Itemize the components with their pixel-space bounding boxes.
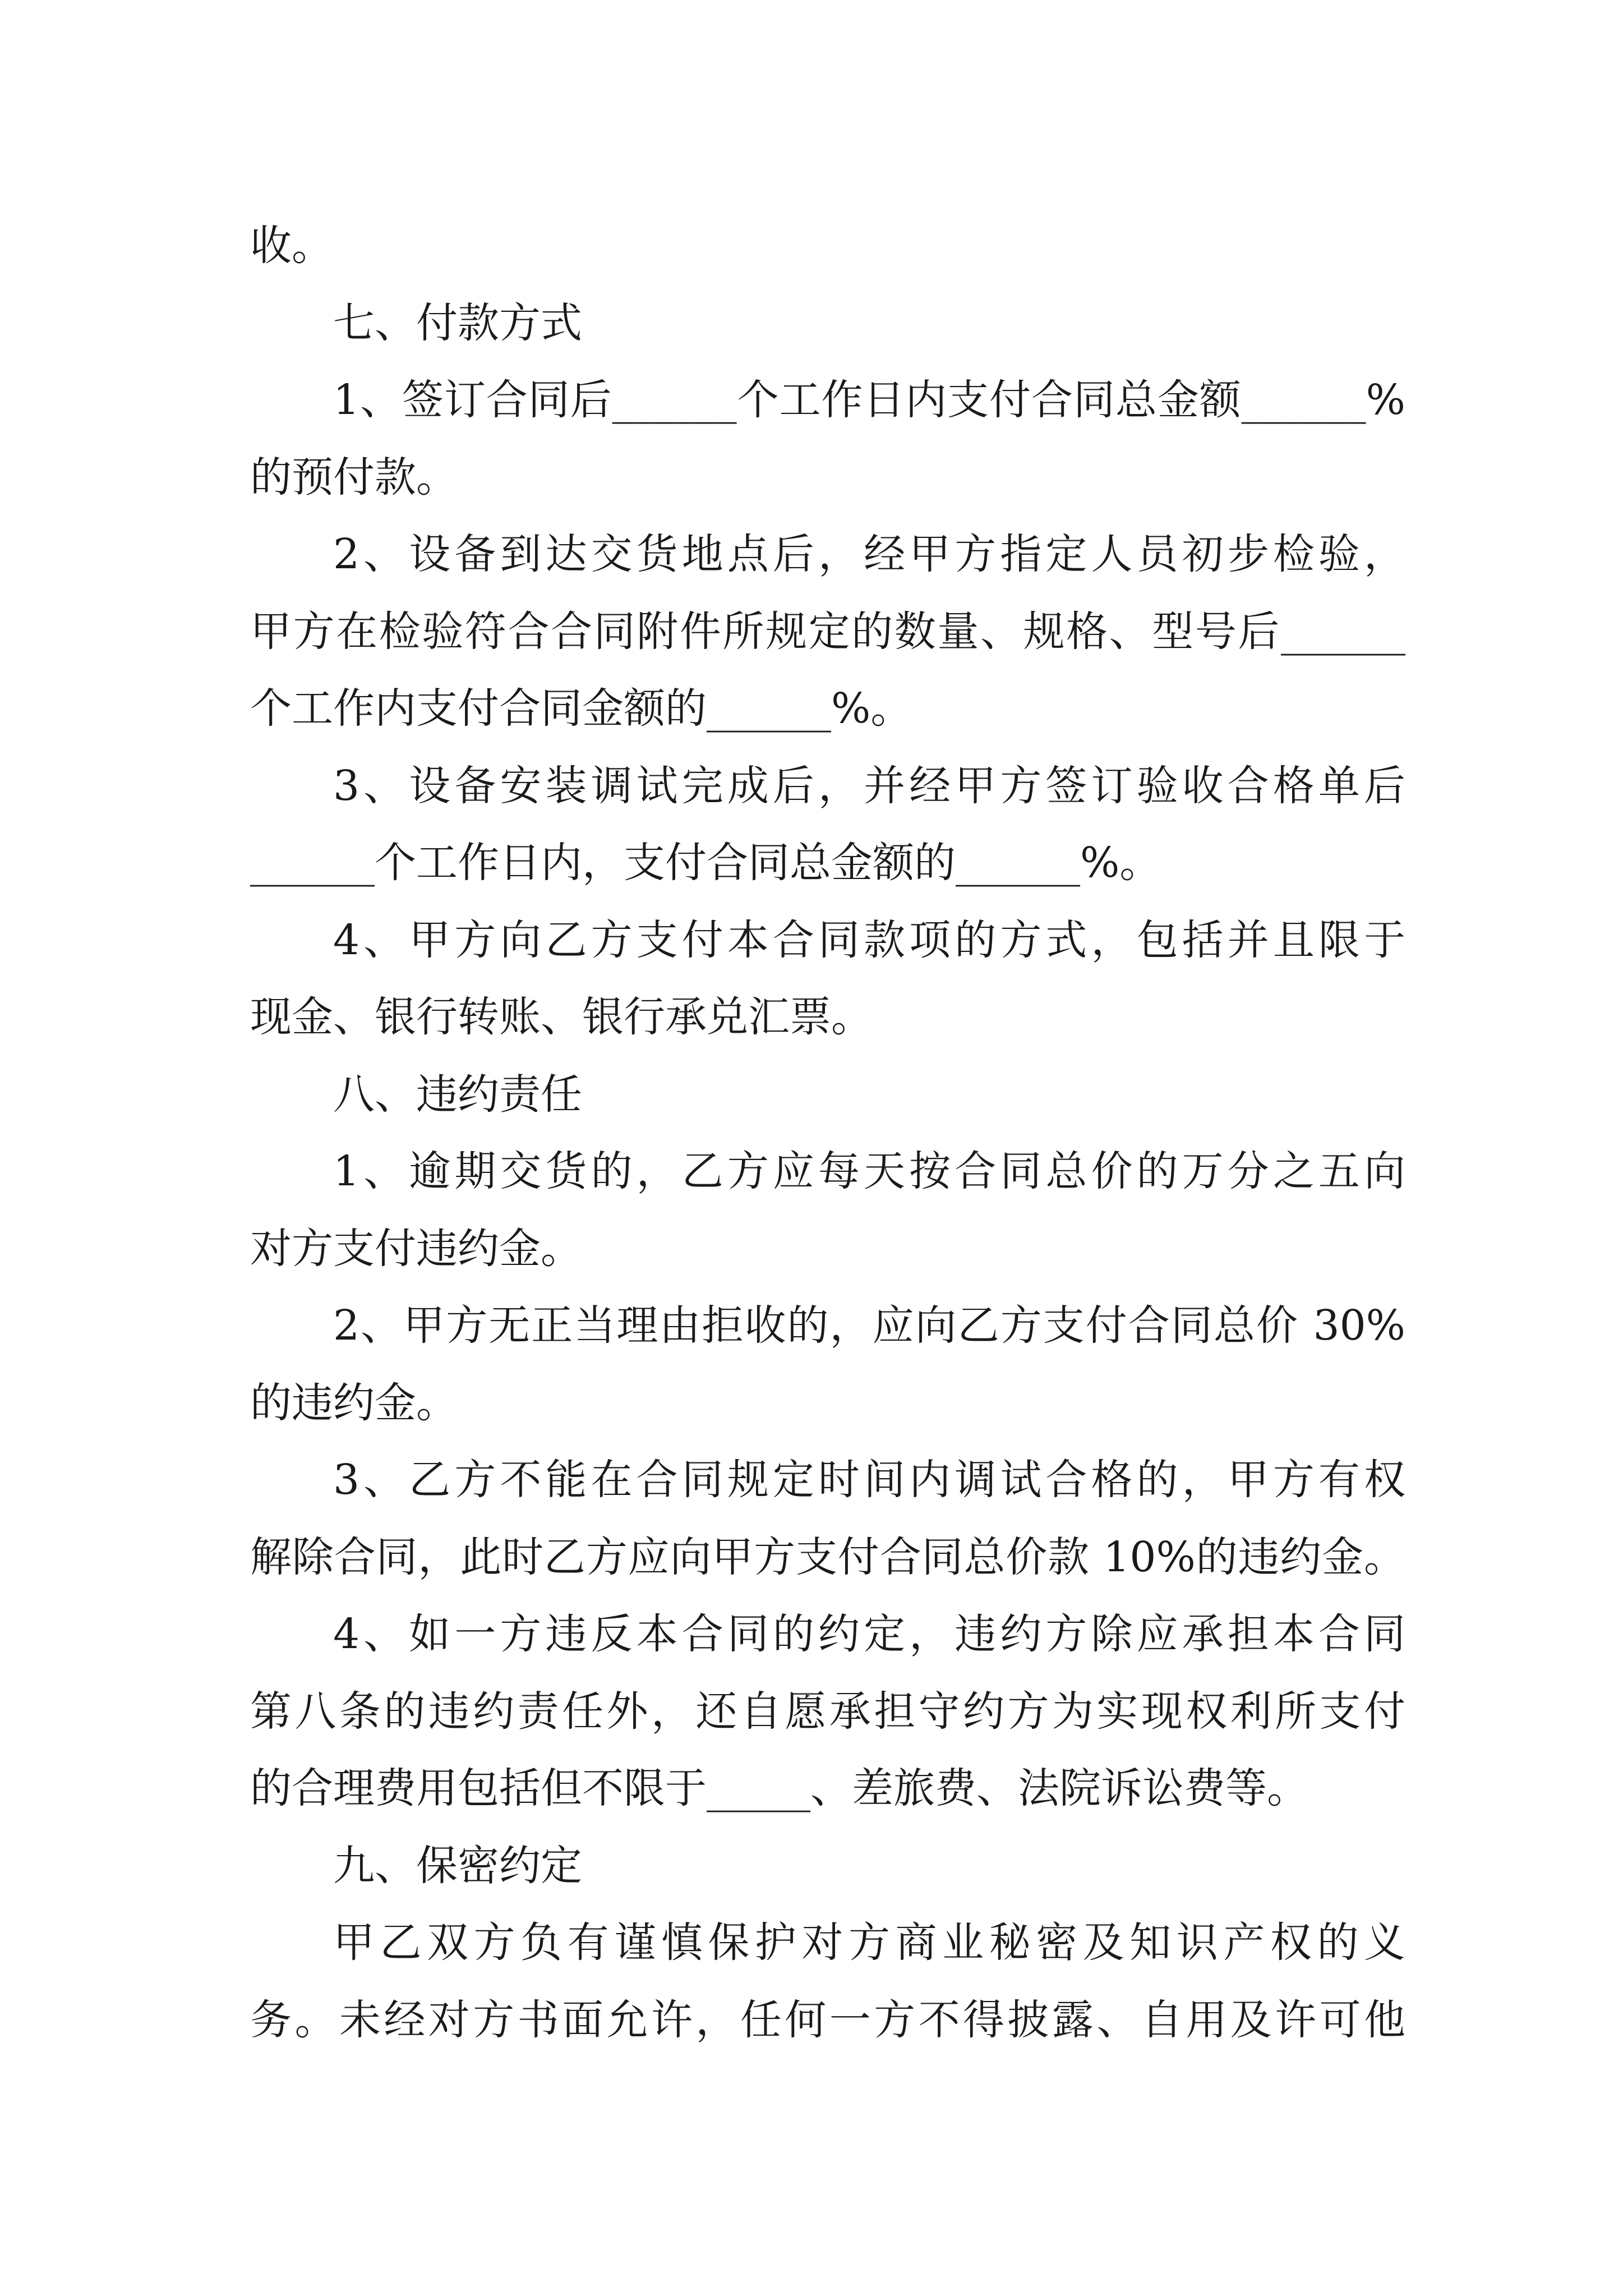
clause-8-3-line-1: 3、乙方不能在合同规定时间内调试合格的，甲方有权 [333,1456,1405,1504]
clause-8-2-line-2: 的违约金。 [250,1378,458,1427]
section-heading-liability: 八、违约责任 [333,1070,582,1119]
section-heading-confidentiality: 九、保密约定 [333,1841,582,1890]
clause-8-1-line-1: 1、逾期交货的，乙方应每天按合同总价的万分之五向 [333,1147,1405,1195]
clause-9-line-1: 甲乙双方负有谨慎保护对方商业秘密及知识产权的义 [333,1918,1405,1967]
paragraph-continuation: 收。 [250,222,333,270]
document-body [250,208,1405,2059]
section-heading-payment: 七、付款方式 [333,298,582,347]
clause-8-4-line-1: 4、如一方违反本合同的约定，违约方除应承担本合同 [333,1610,1405,1658]
clause-7-2-line-3: 个工作内支付合同金额的______%。 [250,684,912,733]
clause-7-3-line-2: ______个工作日内，支付合同总金额的______%。 [250,839,1161,887]
clause-8-1-line-2: 对方支付违约金。 [250,1224,582,1273]
clause-8-4-line-3: 的合理费用包括但不限于_____、差旅费、法院诉讼费等。 [250,1764,1308,1812]
clause-7-4-line-1: 4、甲方向乙方支付本合同款项的方式，包括并且限于 [333,915,1405,964]
clause-9-line-2: 务。未经对方书面允许，任何一方不得披露、自用及许可他 [250,1995,1405,2044]
clause-7-1-line-2: 的预付款。 [250,453,458,501]
clause-7-1-line-1: 1、签订合同后______个工作日内支付合同总金额______% [333,376,1405,424]
clause-7-3-line-1: 3、设备安装调试完成后，并经甲方签订验收合格单后 [333,761,1405,810]
clause-7-2-line-1: 2、设备到达交货地点后，经甲方指定人员初步检验， [333,530,1405,578]
clause-8-2-line-1: 2、甲方无正当理由拒收的，应向乙方支付合同总价 30% [333,1301,1405,1350]
clause-7-2-line-2: 甲方在检验符合合同附件所规定的数量、规格、型号后______ [250,607,1405,656]
clause-7-4-line-2: 现金、银行转账、银行承兑汇票。 [250,993,873,1041]
clause-8-3-line-2: 解除合同，此时乙方应向甲方支付合同总价款 10%的违约金。 [250,1533,1405,1581]
clause-8-4-line-2: 第八条的违约责任外，还自愿承担守约方为实现权利所支付 [250,1687,1405,1736]
